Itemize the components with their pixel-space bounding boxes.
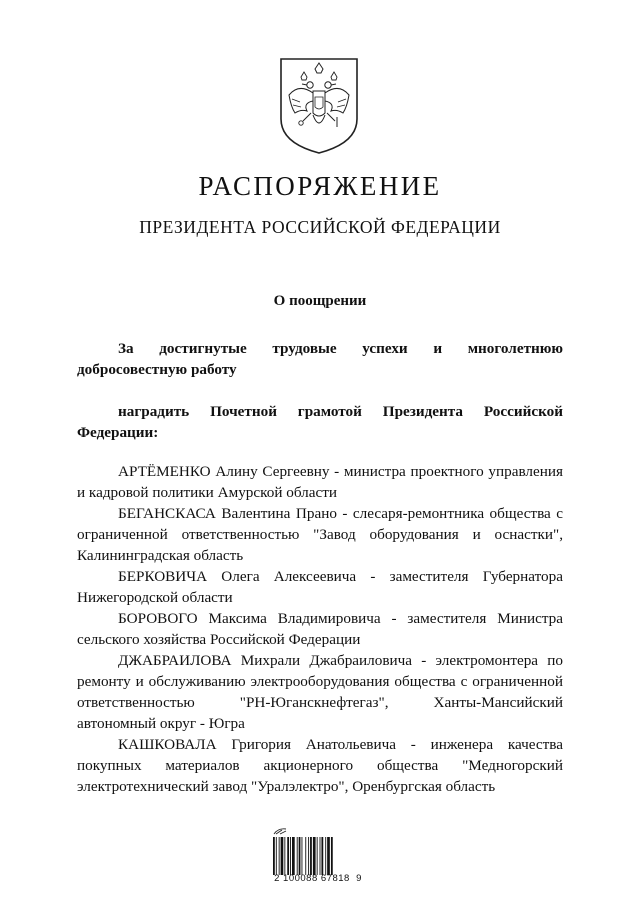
registration-mark-icon: [272, 826, 288, 836]
coat-of-arms-icon: [277, 55, 361, 155]
awardee-list: [77, 461, 563, 797]
document-subtitle: ПРЕЗИДЕНТА РОССИЙСКОЙ ФЕДЕРАЦИИ: [139, 217, 501, 237]
barcode-bar: [310, 837, 312, 875]
awardee-item: АРТЁМЕНКО Алину Сергеевну - министра проектного управления и кадровой политики Амурской области: [77, 463, 563, 501]
barcode-bar: [281, 837, 284, 875]
barcode-bar: [287, 837, 289, 875]
awardee-item: ДЖАБРАИЛОВА Михрали Джабраиловича - электромонтера по ремонту и обслуживанию электрооборудования общества с ограниченной ответственностью "РН-Юганскнефтегаз", Ханты-Мансийский автономный округ - Югра: [77, 652, 563, 732]
awardee-item: БЕГАНСКАСА Валентина Прано - слесаря-ремонтника общества с ограниченной ответственностью "Завод оборудования и оснастки", Калининградская область: [77, 505, 563, 564]
barcode-bar: [273, 837, 275, 875]
awardee-item: БЕРКОВИЧА Олега Алексеевича - заместителя Губернатора Нижегородской области: [77, 568, 563, 606]
document-subject: О поощрении: [273, 293, 367, 309]
awardee-item: КАШКОВАЛА Григория Анатольевича - инженера качества покупных материалов акционерного общества "Медногорский электротехнический завод "Уралэлектро", Оренбургская область: [77, 736, 563, 795]
awardee-item: БОРОВОГО Максима Владимировича - заместителя Министра сельского хозяйства Российской Федерации: [77, 610, 563, 648]
barcode-bar: [305, 837, 306, 875]
preamble-paragraph: За достигнутые трудовые успехи и многолетнюю добросовестную работу: [77, 340, 563, 378]
barcode-number: 2 100088 67818 9: [274, 873, 362, 884]
barcode-bar: [297, 837, 298, 875]
barcode-bar: [308, 837, 309, 875]
barcode-bar: [290, 837, 291, 875]
barcode-bar: [321, 837, 323, 875]
barcode-bar: [299, 837, 301, 875]
barcode-bar: [284, 837, 285, 875]
barcode-bar: [276, 837, 277, 875]
barcode: [262, 826, 374, 886]
barcode-bar: [313, 837, 316, 875]
barcode-bar: [327, 837, 330, 875]
barcode-bar: [325, 837, 326, 875]
barcode-bar: [320, 837, 321, 875]
barcode-bar: [292, 837, 295, 875]
barcode-bar: [279, 837, 280, 875]
barcode-bar: [317, 837, 318, 875]
decree-paragraph: наградить Почетной грамотой Президента Российской Федерации:: [77, 403, 563, 441]
document-title: РАСПОРЯЖЕНИЕ: [198, 171, 442, 201]
barcode-icon: [272, 837, 356, 875]
barcode-bar: [302, 837, 303, 875]
barcode-bar: [331, 837, 333, 875]
